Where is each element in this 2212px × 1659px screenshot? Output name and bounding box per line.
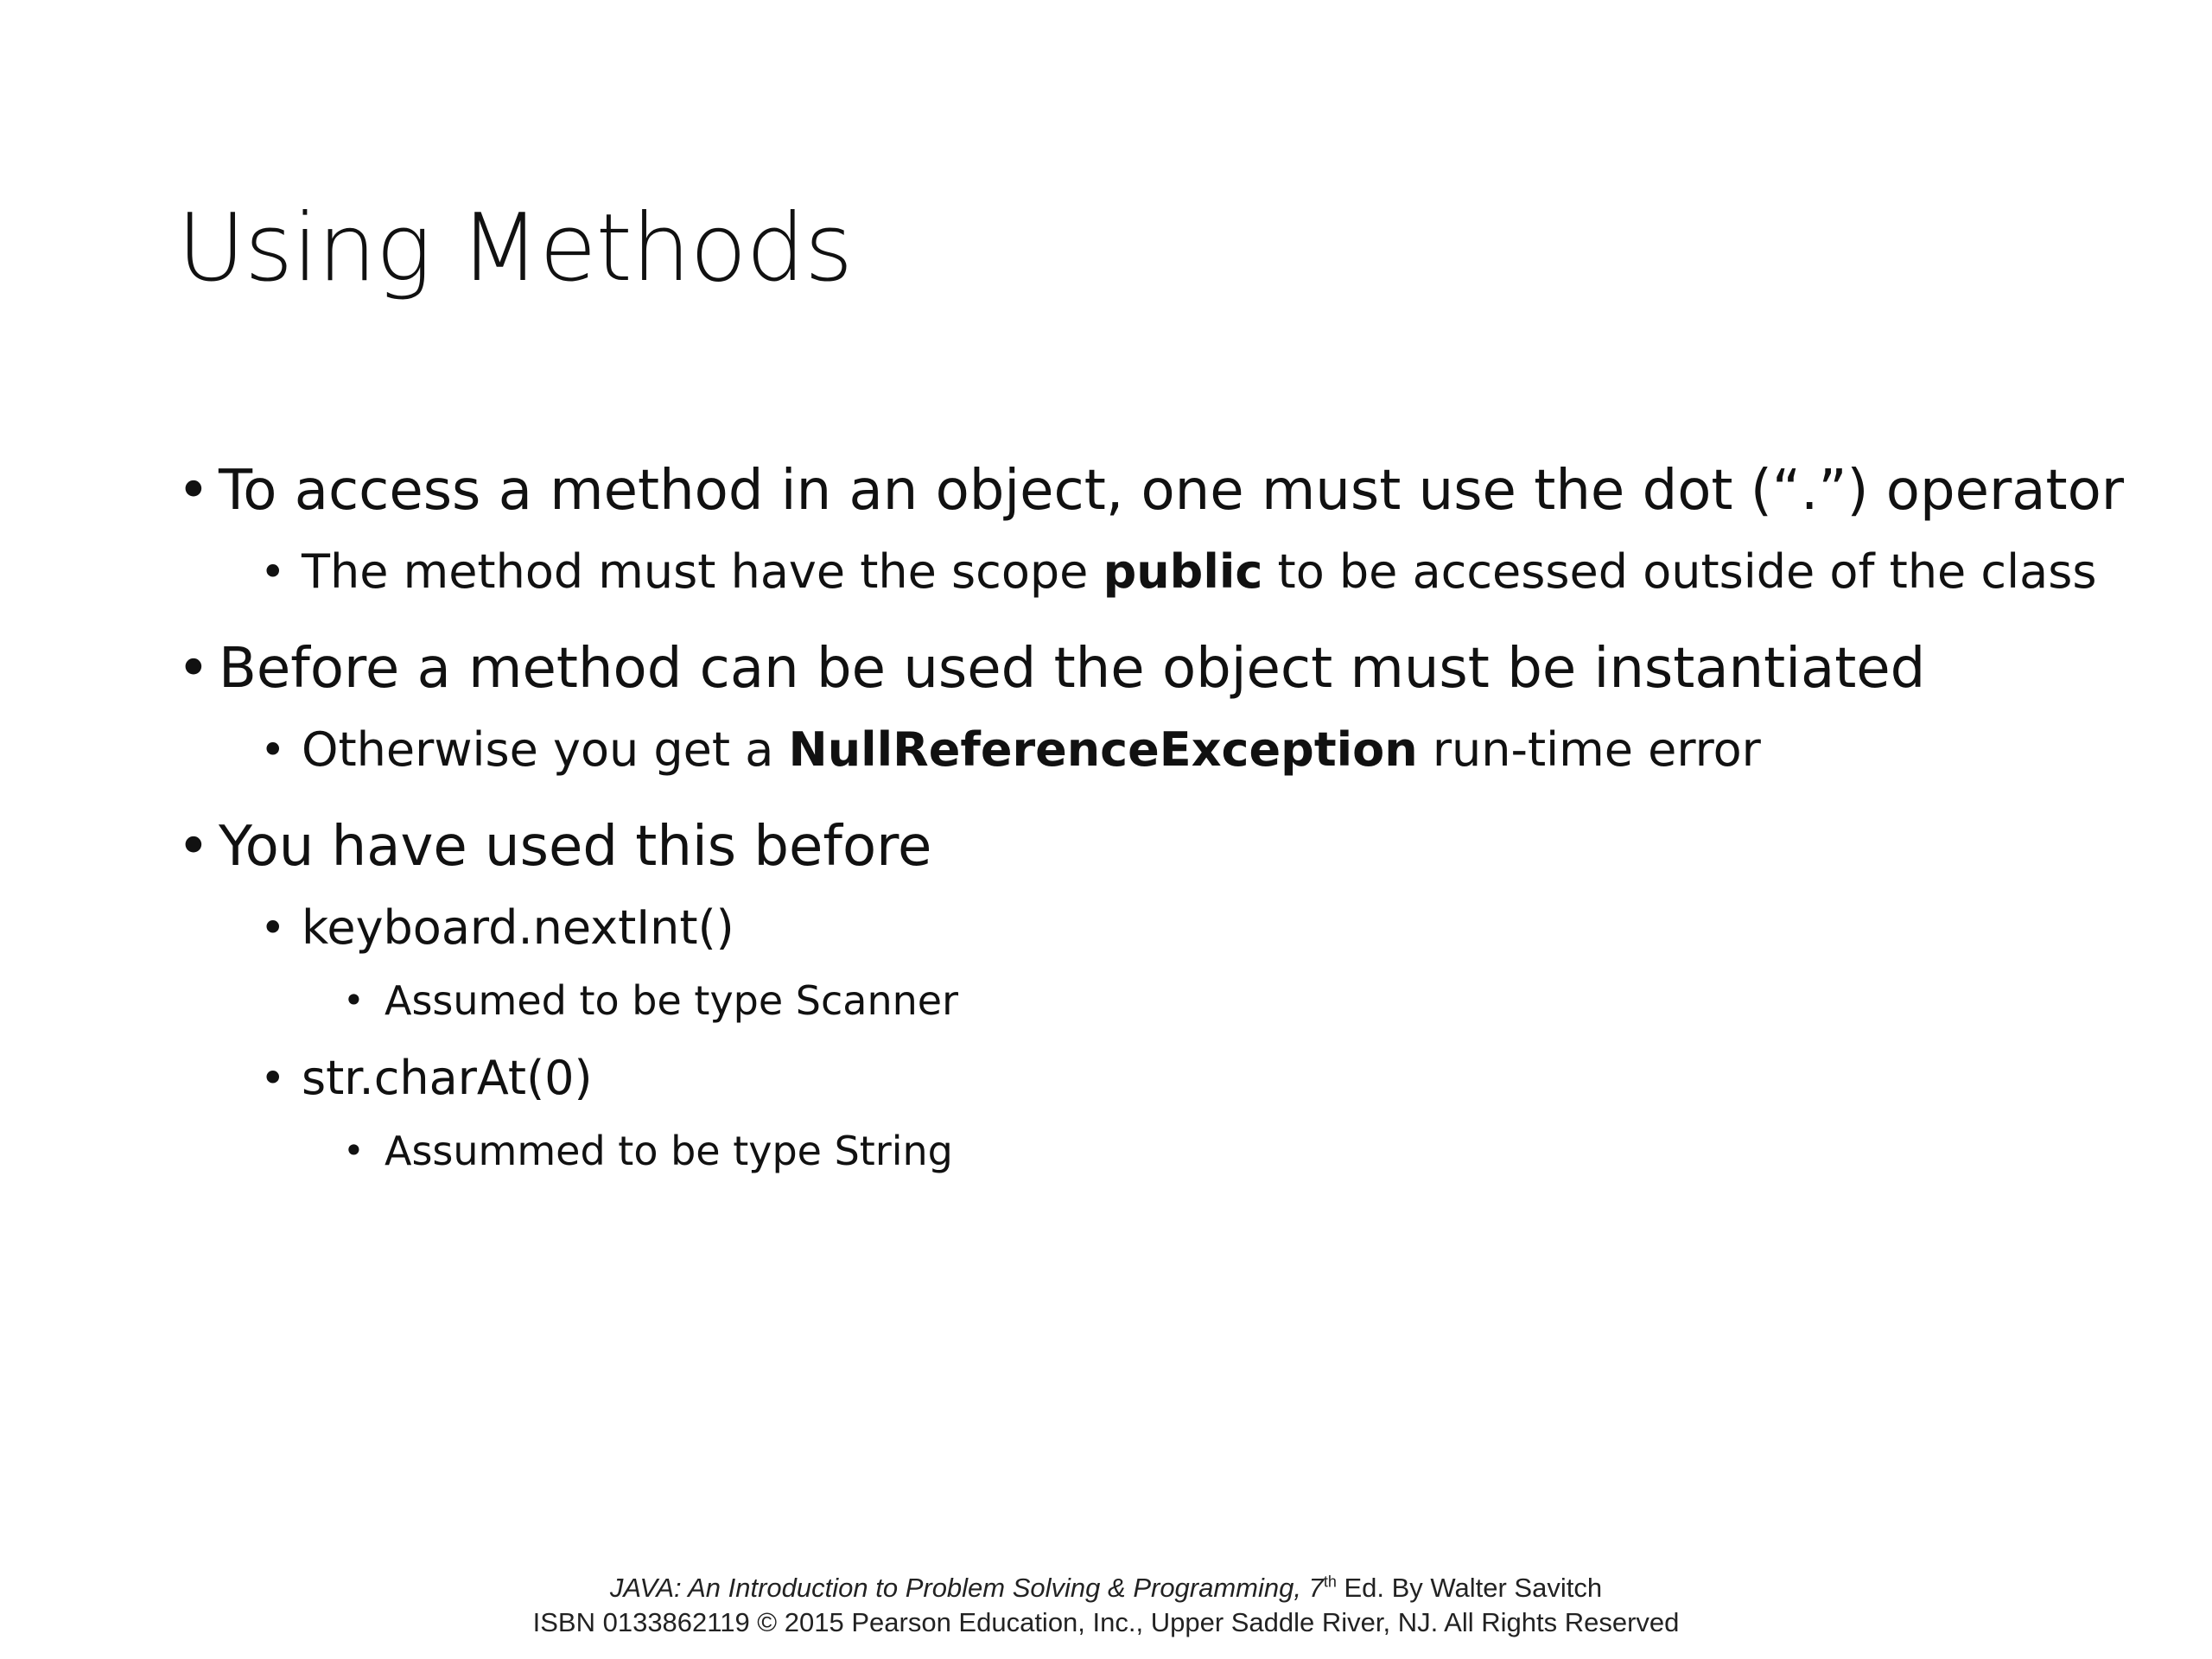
bullet-dot-icon: • — [343, 1129, 365, 1172]
slide-footer — [0, 1571, 2212, 1640]
bullet-list — [177, 449, 2125, 1182]
bullet-text-suffix: run-time error — [1417, 722, 1761, 777]
bullet-item — [260, 714, 2113, 786]
bullet-text: str.charAt(0) — [302, 1051, 593, 1105]
footer-edition-sup: th — [1323, 1573, 1337, 1591]
bullet-text: You have used this before — [219, 815, 932, 879]
bullet-text-bold: public — [1103, 544, 1263, 599]
bullet-dot-icon: • — [260, 725, 286, 775]
footer-citation — [0, 1571, 2212, 1605]
bullet-text-bold: NullReferenceException — [788, 722, 1418, 777]
bullet-item — [177, 627, 2113, 710]
bullet-item — [177, 449, 2125, 532]
bullet-dot-icon: • — [343, 979, 365, 1021]
bullet-text-suffix: to be accessed outside of the class — [1262, 544, 2097, 599]
footer-book-title: JAVA: An Introduction to Problem Solving & Programming, 7 — [609, 1573, 1324, 1603]
bullet-item — [260, 1042, 2113, 1115]
slide-title: Using Methods — [177, 194, 853, 302]
footer-author: Ed. By Walter Savitch — [1336, 1573, 1603, 1603]
bullet-dot-icon: • — [260, 1053, 286, 1103]
bullet-text: Assummed to be type String — [385, 1128, 953, 1174]
bullet-dot-icon: • — [177, 815, 210, 879]
bullet-text: To access a method in an object, one must use the dot (“.”) operator — [219, 459, 2125, 523]
bullet-text: Assumed to be type Scanner — [385, 977, 958, 1024]
bullet-text: keyboard.nextInt() — [302, 900, 734, 955]
bullet-item — [177, 805, 2113, 888]
bullet-dot-icon: • — [260, 547, 286, 597]
bullet-dot-icon: • — [177, 637, 210, 701]
bullet-item — [260, 892, 2113, 964]
footer-copyright: ISBN 0133862119 © 2015 Pearson Education, Inc., Upper Saddle River, NJ. All Rights Reserved — [532, 1607, 1680, 1637]
bullet-dot-icon: • — [260, 903, 286, 953]
bullet-item — [343, 1120, 2113, 1182]
bullet-text-prefix: Otherwise you get a — [302, 722, 789, 777]
bullet-item — [343, 969, 2113, 1032]
bullet-dot-icon: • — [177, 459, 210, 523]
bullet-text-prefix: The method must have the scope — [302, 544, 1103, 599]
bullet-item — [260, 536, 2113, 608]
bullet-text: Before a method can be used the object must be instantiated — [219, 637, 1926, 701]
